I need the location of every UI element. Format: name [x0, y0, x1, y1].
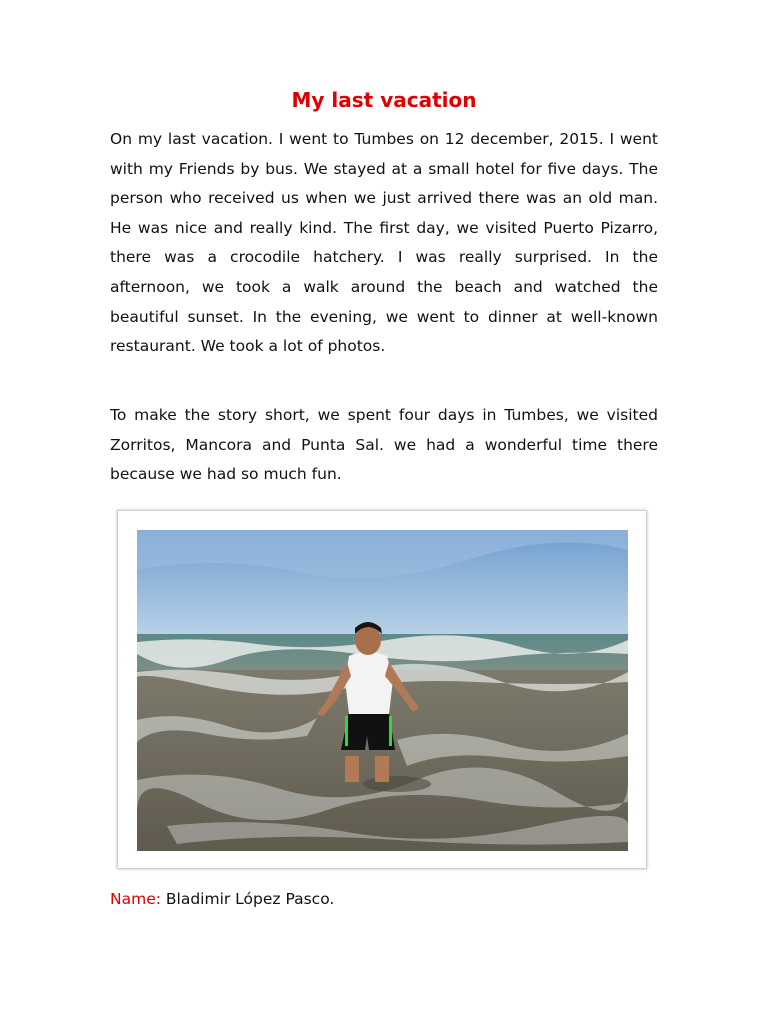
author-name: Bladimir López Pasco. [160, 890, 335, 908]
author-line [110, 888, 334, 910]
paragraph-1: On my last vacation. I went to Tumbes on 12 december, 2015. I went with my Friends by bus. We stayed at a small hotel for five days. The person who received us when we just arrived there was an old man. He was nice and really kind. The first day, we visited Puerto Pizarro, there was a crocodile hatchery. I was really surprised. In the afternoon, we took a walk around the beach and watched the beautiful sunset. In the evening, we went to dinner at well-known restaurant. We took a lot of photos. [110, 130, 658, 356]
photo-frame [117, 510, 647, 869]
document-title: My last vacation [291, 88, 477, 112]
beach-photo [137, 530, 628, 851]
name-label: Name: [110, 890, 161, 908]
paragraph-2: To make the story short, we spent four days in Tumbes, we visited Zorritos, Mancora and Punta Sal. we had a wonderful time there because we had so much fun. [110, 406, 658, 484]
